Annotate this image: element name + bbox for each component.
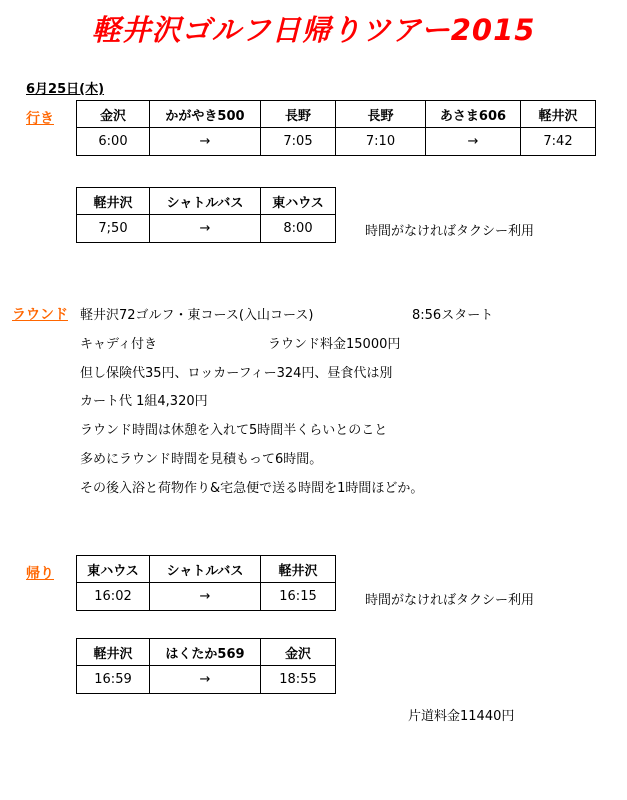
arrow-cell: →: [150, 666, 261, 694]
station-cell: 軽井沢: [77, 188, 150, 215]
station-cell: 金沢: [77, 101, 150, 128]
table-row: [77, 128, 596, 156]
start-time: 8:56スタート: [412, 308, 494, 323]
caddie-info: キャディ付き: [80, 337, 157, 352]
station-cell: 長野: [261, 101, 336, 128]
section-label-outbound: 行き: [26, 111, 54, 127]
time-cell: 18:55: [261, 666, 336, 694]
station-cell: 軽井沢: [77, 639, 150, 666]
travel-date: 6月25日(木): [26, 82, 105, 97]
arrow-cell: →: [150, 583, 261, 611]
station-cell: 東ハウス: [77, 556, 150, 583]
round-detail-line: カート代 1組4,320円: [80, 394, 208, 409]
table-row: [77, 666, 336, 694]
bus-cell: シャトルバス: [150, 188, 261, 215]
arrow-cell: →: [150, 215, 261, 243]
page-title: 軽井沢ゴルフ日帰りツアー2015: [91, 13, 536, 47]
table-row: [77, 215, 336, 243]
train-cell: はくたか569: [150, 639, 261, 666]
time-cell: 16:02: [77, 583, 150, 611]
table-header-row: [77, 639, 336, 666]
section-label-round: ラウンド: [12, 307, 68, 323]
station-cell: 軽井沢: [521, 101, 596, 128]
one-way-fare: 片道料金11440円: [408, 709, 515, 724]
table-header-row: [77, 101, 596, 128]
return-bus-table: [76, 555, 336, 611]
table-row: [77, 583, 336, 611]
section-label-return: 帰り: [26, 566, 54, 582]
return-taxi-note: 時間がなければタクシー利用: [365, 593, 535, 608]
outbound-bus-table: [76, 187, 336, 243]
round-detail-line: 多めにラウンド時間を見積もって6時間。: [80, 452, 323, 467]
round-detail-line: ラウンド時間は休憩を入れて5時間半くらいとのこと: [80, 423, 388, 438]
time-cell: 7:05: [261, 128, 336, 156]
return-train-table: [76, 638, 336, 694]
time-cell: 6:00: [77, 128, 150, 156]
table-header-row: [77, 556, 336, 583]
time-cell: 7:10: [336, 128, 426, 156]
arrow-cell: →: [150, 128, 261, 156]
round-fee: ラウンド料金15000円: [268, 337, 401, 352]
outbound-taxi-note: 時間がなければタクシー利用: [365, 224, 535, 239]
arrow-cell: →: [426, 128, 521, 156]
bus-cell: シャトルバス: [150, 556, 261, 583]
round-detail-line: 但し保険代35円、ロッカーフィー324円、昼食代は別: [80, 366, 393, 381]
time-cell: 16:15: [261, 583, 336, 611]
table-header-row: [77, 188, 336, 215]
round-detail-line: その後入浴と荷物作り&宅急便で送る時間を1時間ほどか。: [80, 481, 424, 496]
station-cell: 東ハウス: [261, 188, 336, 215]
station-cell: 軽井沢: [261, 556, 336, 583]
time-cell: 16:59: [77, 666, 150, 694]
train-cell: かがやき500: [150, 101, 261, 128]
station-cell: 長野: [336, 101, 426, 128]
station-cell: 金沢: [261, 639, 336, 666]
outbound-train-table: [76, 100, 596, 156]
time-cell: 8:00: [261, 215, 336, 243]
time-cell: 7;50: [77, 215, 150, 243]
train-cell: あさま606: [426, 101, 521, 128]
time-cell: 7:42: [521, 128, 596, 156]
course-name: 軽井沢72ゴルフ・東コース(入山コース): [80, 308, 314, 323]
